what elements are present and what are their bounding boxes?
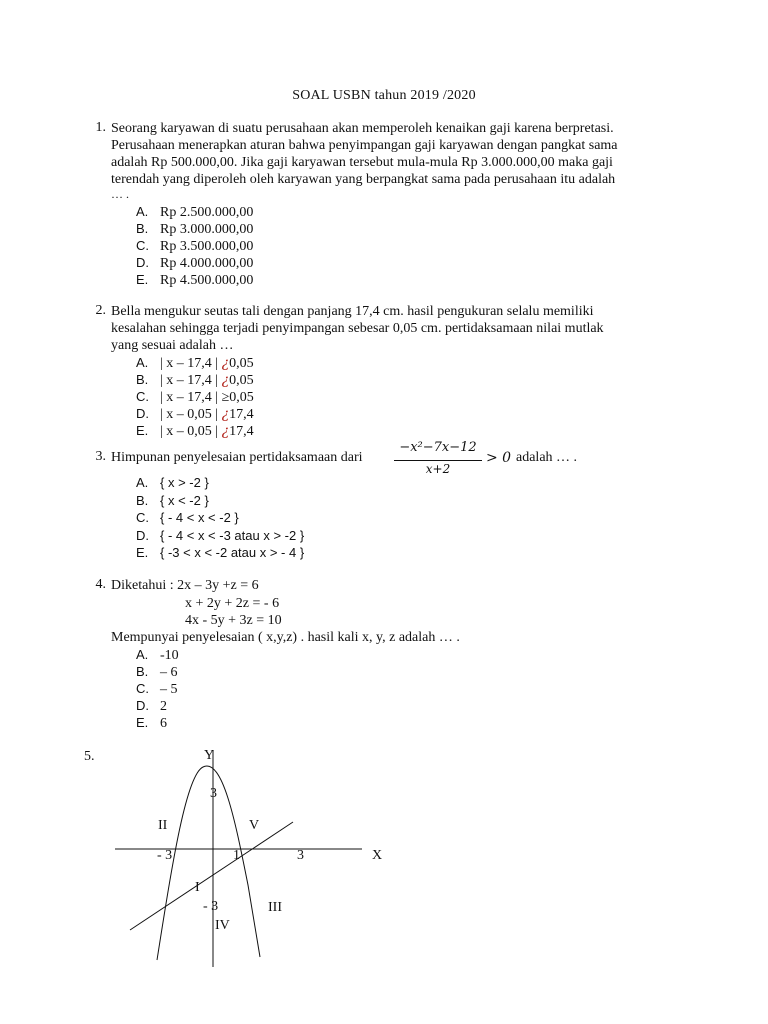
option-text: – 6 bbox=[160, 665, 178, 680]
option-letter: E. bbox=[136, 545, 149, 560]
option-text: Rp 2.500.000,00 bbox=[160, 205, 254, 220]
option-letter: C. bbox=[136, 681, 149, 696]
y-intercept-label: 3 bbox=[210, 786, 217, 801]
region-label-i: I bbox=[195, 880, 200, 895]
question-3-prefix: Himpunan penyelesaian pertidaksamaan dari bbox=[111, 450, 363, 465]
option-item[interactable] bbox=[130, 474, 304, 492]
option-item[interactable] bbox=[130, 203, 253, 220]
option-text: | x – 0,05 | bbox=[160, 424, 222, 439]
fraction-denominator: x+2 bbox=[425, 462, 451, 476]
question-1-line: Seorang karyawan di suatu perusahaan akan memperoleh kenaikan gaji karena berpretasi. bbox=[111, 121, 614, 136]
question-2-number: 2. bbox=[95, 303, 106, 318]
question-3-suffix: adalah … . bbox=[516, 450, 578, 465]
option-value: 0,05 bbox=[229, 356, 254, 371]
option-item[interactable] bbox=[130, 271, 253, 288]
question-4-question: Mempunyai penyelesaian ( x,y,z) . hasil kali x, y, z adalah … . bbox=[111, 630, 460, 645]
option-item[interactable] bbox=[130, 663, 179, 680]
y-axis-label: Y bbox=[204, 748, 215, 763]
option-item[interactable] bbox=[130, 237, 253, 254]
question-1-line: … . bbox=[111, 187, 129, 201]
region-label-ii: II bbox=[158, 818, 168, 833]
option-item[interactable] bbox=[130, 509, 304, 527]
option-text: Rp 4.000.000,00 bbox=[160, 256, 254, 271]
option-item[interactable] bbox=[130, 544, 304, 562]
inequality-symbol: ¿ bbox=[221, 372, 230, 388]
option-letter: A. bbox=[136, 475, 149, 490]
option-item[interactable] bbox=[130, 422, 254, 439]
option-letter: D. bbox=[136, 698, 149, 713]
question-4-equation-3: 4x - 5y + 3z = 10 bbox=[185, 613, 282, 628]
option-item[interactable] bbox=[130, 371, 254, 388]
option-item[interactable] bbox=[130, 527, 304, 545]
question-4-number: 4. bbox=[95, 577, 106, 592]
option-item[interactable] bbox=[130, 714, 179, 731]
x-negative-label: - 3 bbox=[157, 848, 173, 863]
question-1-line: terendah yang diperoleh oleh karyawan yang berpangkat sama pada perusahaan itu adalah bbox=[111, 172, 616, 187]
option-value: 0,05 bbox=[229, 390, 254, 405]
option-letter: D. bbox=[136, 527, 149, 543]
option-text: { x < -2 } bbox=[160, 492, 209, 508]
x-one-label: 1 bbox=[233, 848, 240, 863]
question-1-line: Perusahaan menerapkan aturan bahwa penyimpangan gaji karyawan dengan pangkat sama bbox=[111, 138, 618, 153]
y-negative-label: - 3 bbox=[203, 899, 219, 914]
question-4-equation-2: x + 2y + 2z = - 6 bbox=[185, 596, 280, 611]
option-letter: B. bbox=[136, 492, 149, 508]
option-text: Rp 4.500.000,00 bbox=[160, 273, 254, 288]
option-letter: D. bbox=[136, 255, 149, 270]
option-letter: D. bbox=[136, 406, 149, 421]
option-value: 0,05 bbox=[229, 373, 254, 388]
option-item[interactable] bbox=[130, 646, 179, 663]
question-4-options bbox=[130, 646, 179, 731]
inequality-symbol: ≥ bbox=[221, 390, 230, 405]
question-5-graph bbox=[100, 745, 400, 970]
option-letter: A. bbox=[136, 647, 149, 662]
option-item[interactable] bbox=[130, 680, 179, 697]
region-label-iii: III bbox=[268, 900, 282, 915]
option-letter: A. bbox=[136, 355, 149, 370]
option-text: | x – 0,05 | bbox=[160, 407, 222, 422]
option-text: | x – 17,4 | bbox=[160, 373, 222, 388]
x-axis-label: X bbox=[372, 848, 383, 863]
fraction-rhs: > 0 bbox=[486, 450, 512, 466]
question-1-line: adalah Rp 500.000,00. Jika gaji karyawan tersebut mula-mula Rp 3.000.000,00 maka gaji bbox=[111, 155, 613, 170]
question-1-options bbox=[130, 203, 253, 288]
option-text: – 5 bbox=[160, 682, 178, 697]
option-letter: E. bbox=[136, 715, 149, 730]
fraction-numerator: −x²−7x−12 bbox=[399, 440, 477, 455]
question-4-intro: Diketahui : 2x – 3y +z = 6 bbox=[111, 578, 259, 593]
x-three-label: 3 bbox=[297, 848, 304, 863]
question-1-number: 1. bbox=[95, 120, 106, 135]
option-text: { -3 < x < -2 atau x > - 4 } bbox=[160, 545, 305, 560]
option-text: Rp 3.000.000,00 bbox=[160, 222, 254, 237]
region-label-v: V bbox=[249, 818, 260, 833]
option-value: 17,4 bbox=[229, 407, 254, 422]
option-text: Rp 3.500.000,00 bbox=[160, 239, 254, 254]
region-label-iv: IV bbox=[215, 918, 230, 933]
fraction-bar bbox=[394, 460, 482, 461]
option-letter: A. bbox=[136, 204, 149, 219]
option-letter: C. bbox=[136, 389, 149, 404]
option-text: 6 bbox=[160, 716, 167, 731]
option-value: 17,4 bbox=[229, 424, 254, 439]
option-text: -10 bbox=[160, 648, 179, 663]
option-text: { - 4 < x < -2 } bbox=[160, 510, 239, 525]
option-letter: C. bbox=[136, 238, 149, 253]
question-5-number: 5. bbox=[84, 749, 95, 764]
option-text: | x – 17,4 | bbox=[160, 390, 222, 405]
option-item[interactable] bbox=[130, 220, 253, 237]
option-text: { - 4 < x < -3 atau x > -2 } bbox=[160, 527, 305, 543]
question-3-options bbox=[130, 474, 304, 562]
option-text: 2 bbox=[160, 699, 167, 714]
inequality-symbol: ¿ bbox=[221, 355, 230, 371]
question-2-line: kesalahan sehingga terjadi penyimpangan sebesar 0,05 cm. pertidaksamaan nilai mutlak bbox=[111, 321, 604, 336]
option-letter: E. bbox=[136, 272, 149, 287]
option-text: { x > -2 } bbox=[160, 475, 209, 490]
option-item[interactable] bbox=[130, 697, 179, 714]
option-letter: B. bbox=[136, 221, 149, 236]
option-letter: E. bbox=[136, 423, 149, 438]
page-title: SOAL USBN tahun 2019 /2020 bbox=[292, 88, 476, 103]
question-2-options bbox=[130, 354, 254, 439]
option-letter: B. bbox=[136, 372, 149, 387]
option-item[interactable] bbox=[130, 492, 304, 510]
option-item[interactable] bbox=[130, 254, 253, 271]
option-item[interactable] bbox=[130, 388, 254, 405]
option-letter: C. bbox=[136, 510, 149, 525]
question-3-number: 3. bbox=[95, 449, 106, 464]
inequality-symbol: ¿ bbox=[221, 406, 230, 422]
question-2-line: yang sesuai adalah … bbox=[111, 338, 234, 353]
option-letter: B. bbox=[136, 664, 149, 679]
parabola-curve bbox=[157, 766, 260, 960]
question-2-line: Bella mengukur seutas tali dengan panjang 17,4 cm. hasil pengukuran selalu memiliki bbox=[111, 304, 594, 319]
inequality-symbol: ¿ bbox=[221, 423, 230, 439]
option-item[interactable] bbox=[130, 354, 254, 371]
option-text: | x – 17,4 | bbox=[160, 356, 222, 371]
option-item[interactable] bbox=[130, 405, 254, 422]
